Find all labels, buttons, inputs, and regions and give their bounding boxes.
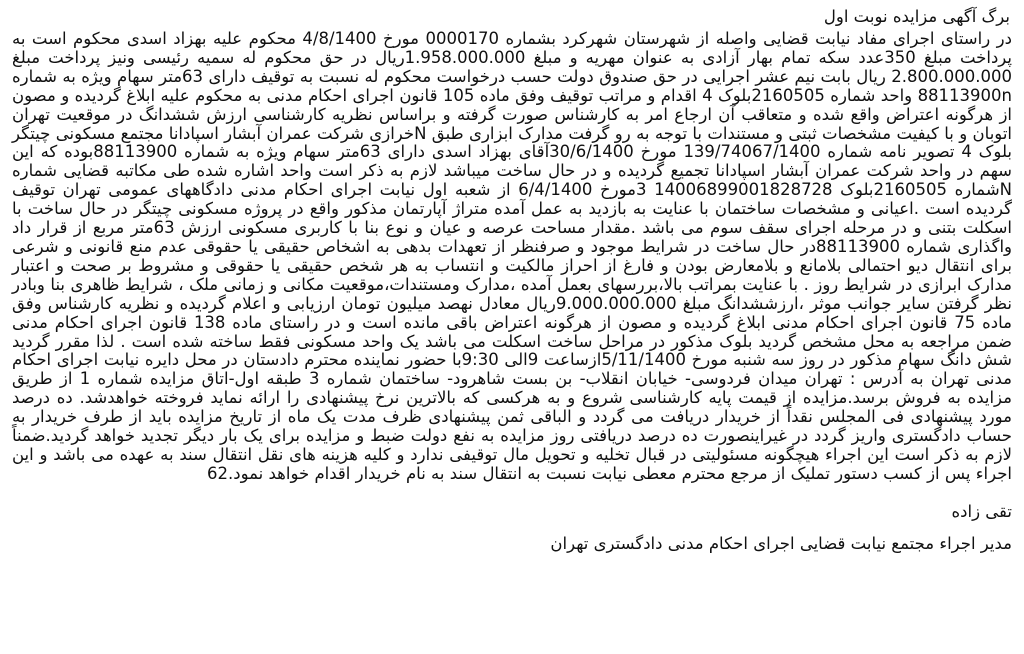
signer-name: تقی زاده	[951, 501, 1012, 521]
notice-title: برگ آگهی مزایده نوبت اول	[823, 7, 1010, 26]
signer-organization: مدیر اجراء مجتمع نیابت قضایی اجرای احکام مدنی دادگستری تهران	[550, 533, 1012, 553]
notice-body: در راستای اجرای مفاد نیابت قضایی واصله از شهرستان شهرکرد بشماره 0000170 مورخ 4/8/1400 محکوم علیه بهزاد اسدی محکوم است به پرداخت مبلغ 350عدد سکه تمام بهار آزادی به عنوان مهریه و مبلغ 1.958.000.000ریال در حق محکوم له سمیه رئیسی ونیز پرداخت مبلغ 2.800.000.000 ریال بابت نیم عشر اجرایی در حق صندوق دولت حسب درخواست محکوم له نسبت به توقیف دارای 63متر سهام ویژه به شماره 88113900n واحد شماره 2160505بلوک 4 اقدام و مراتب توقیف وفق ماده 105 قانون اجرای احکام مدنی به محکوم علیه ابلاغ گردیده و مصون از هرگونه اعتراض واقع شده و متعاقب آن ارجاع امر به کارشناس صورت گرفته و براساس نظریه کارشناسی ارزش ششدانگ در موقعیت تهران اتوبان و با کیفیت مشخصات ثبتی و مستندات با توجه به رو گرفت مدارک ابزاری طبق Nخرازی شرکت عمران آبشار اسپادانا مجتمع مسکونی چیتگر بلوک 4 تصویر نامه شماره 139/74067/1400 مورخ 30/6/1400آقای بهزاد اسدی دارای 63متر سهام ویژه به شماره 88113900بوده که این سهم در واحد شرکت عمران آبشار اسپادانا تجمیع گردیده و در حال ساخت میباشد لازم به ذکر است واحد اشاره شده طی مکاتبه قضایی شماره Nشماره 2160505بلوک 14006899001828728 3مورخ 6/4/1400 از شعبه اول نیابت اجرای احکام مدنی دادگاههای عمومی تهران توقیف گردیده است .اعیانی و مشخصات ساختمان با عنایت به بازدید به عمل آمده متراژ آپارتمان مذکور واقع در پروژه مسکونی چیتگر در حال ساخت با اسکلت بتنی و در مرحله اجرای سقف سوم می باشد .مقدار مساحت عرصه و عیان و نوع بنا با کاربری مسکونی ارزش 63متر مربع از قرار داد واگذاری شماره 88113900در حال ساخت در شرایط موجود و صرفنظر از تعهدات بدهی به اشخاص حقیقی یا حقوقی عدم منع قانونی و شرعی برای انتقال دیو احتمالی بلامانع و بلامعارض بودن و فارغ از احراز مالکیت و انتساب به هر شخص حقیقی یا حقوقی و مشروط بر صحت و اعتبار مدارک ابرازی در شرایط روز . با عنایت بمراتب بالا،بررسهای بعمل آمده ،مدارک ومستندات،موقعیت مکانی و زمانی ملک ، شرایط ظاهری بنا وبادر نظر گرفتن سایر جوانب موثر ،ارزششدانگ مبلغ 9.000.000.000ریال معادل نهصد میلیون تومان ارزیابی و اعلام گردیده و نظریه کارشناس وفق ماده 75 قانون اجرای احکام مدنی ابلاغ گردیده و مصون از هرگونه اعتراض باقی مانده است و در راستای ماده 138 قانون اجرای احکام مدنی ضمن مراجعه به محل مشخص گردید بلوک مذکور در مراحل ساخت اسکلت می باشد یک واحد مسکونی فقط ساخته شده است . لذا مقرر گردید شش دانگ سهام مذکور در روز سه شنبه مورخ 5/11/1400ازساعت 9الی 9:30با حضور نماینده محترم دادستان در محل دایره نیابت اجرای احکام مدنی تهران به آدرس : تهران میدان فردوسی- خیابان انقلاب- بن بست شاهرود- ساختمان شماره 3 طبقه اول-اتاق مزایده شماره 1 از طریق مزایده به فروش برسد.مزایده از قیمت پایه کارشناسی شروع و به هرکسی که بالاترین نرخ پیشنهادی را ارائه نماید فروخته خواهدشد. ده درصد مورد پیشنهادی فی المجلس نقداً از خریدار دریافت می گردد و الباقی ثمن پیشنهادی ظرف مدت یک ماه از تاریخ مزایده باید از طرف خریدار به حساب دادگستری واریز گردد در غیراینصورت ده درصد دریافتی روز مزایده به نفع دولت ضبط و مزایده برای یک بار دیگر تجدید خواهد گردید.ضمناً لازم به ذکر است این اجراء هیچگونه مسئولیتی در قبال تخلیه و تحویل مال توقیفی ندارد و کلیه هزینه های نقل انتقال سند به عهده می باشد و این اجراء پس از کسب دستور تملیک از مرجع محترم معطی نیابت نسبت به انتقال سند به نام خریدار اقدام خواهد نمود.62	[12, 29, 1013, 483]
